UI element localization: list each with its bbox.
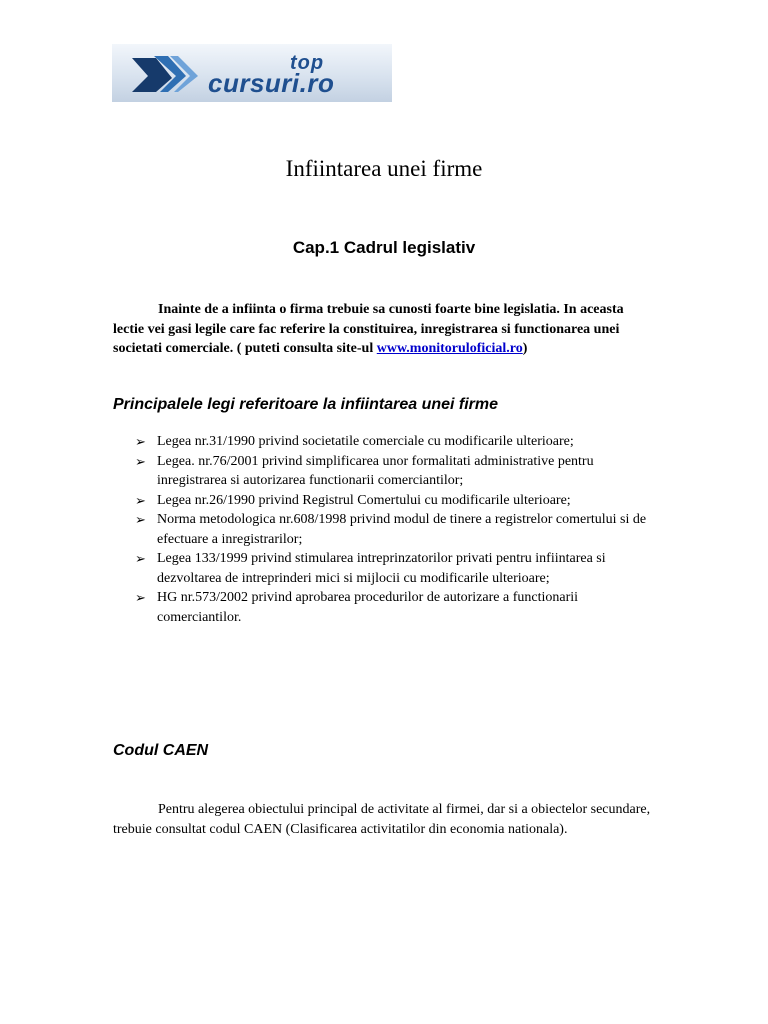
list-item-text: Legea. nr.76/2001 privind simplificarea unor formalitati administrative pentru inregistrarea si autorizarea functionarii comerciantilor;	[157, 453, 594, 488]
caen-paragraph	[113, 800, 658, 839]
list-item	[135, 588, 660, 627]
arrow-bullet-icon: ➢	[135, 590, 146, 605]
list-item	[135, 452, 660, 491]
monitorul-oficial-link[interactable]: www.monitoruloficial.ro	[376, 341, 523, 356]
list-item-text: Legea 133/1999 privind stimularea intreprinzatorilor privati pentru infiintarea si dezvoltarea de intreprinderi mici si mijlocii cu modificarile ulterioare;	[157, 551, 606, 586]
list-item	[135, 510, 660, 549]
list-item	[135, 432, 660, 452]
site-logo[interactable]	[112, 44, 392, 102]
logo-word-main: cursuri.ro	[208, 68, 335, 98]
list-item-text: Norma metodologica nr.608/1998 privind modul de tinere a registrelor comertului si de efectuare a inregistrarilor;	[157, 512, 647, 547]
list-item-text: Legea nr.26/1990 privind Registrul Comertului cu modificarile ulterioare;	[157, 492, 571, 508]
intro-text: Inainte de a infiinta o firma trebuie sa cunosti foarte bine legislatia. In aceasta lectie vei gasi legile care fac referire la constituirea, inregistrarea si functionarea unei societati comerciale. ( puteti consulta site-ul	[113, 302, 624, 356]
document-title: Infiintarea unei firme	[285, 156, 483, 181]
arrow-bullet-icon: ➢	[135, 492, 146, 508]
laws-list	[135, 432, 660, 627]
caen-heading: Codul CAEN	[113, 742, 209, 759]
arrow-bullet-icon: ➢	[135, 551, 146, 566]
caen-text: Pentru alegerea obiectului principal de activitate al firmei, dar si a obiectelor secundare, trebuie consultat codul CAEN (Clasificarea activitatilor din economia nationala).	[113, 802, 651, 837]
arrow-bullet-icon: ➢	[135, 453, 146, 469]
intro-paragraph	[113, 300, 658, 359]
chapter-heading: Cap.1 Cadrul legislativ	[292, 238, 476, 257]
list-item-text: HG nr.573/2002 privind aprobarea procedurilor de autorizare a functionarii comerciantilor.	[157, 590, 579, 625]
list-item	[135, 549, 660, 588]
intro-text-end: )	[522, 341, 528, 356]
chevron-logo-icon	[130, 52, 200, 94]
arrow-bullet-icon: ➢	[135, 512, 146, 527]
laws-heading: Principalele legi referitoare la infiintarea unei firme	[113, 396, 499, 413]
list-item	[135, 491, 660, 511]
list-item-text: Legea nr.31/1990 privind societatile comerciale cu modificarile ulterioare;	[157, 434, 574, 449]
arrow-bullet-icon: ➢	[135, 434, 146, 449]
logo-word-top: top	[290, 52, 325, 74]
